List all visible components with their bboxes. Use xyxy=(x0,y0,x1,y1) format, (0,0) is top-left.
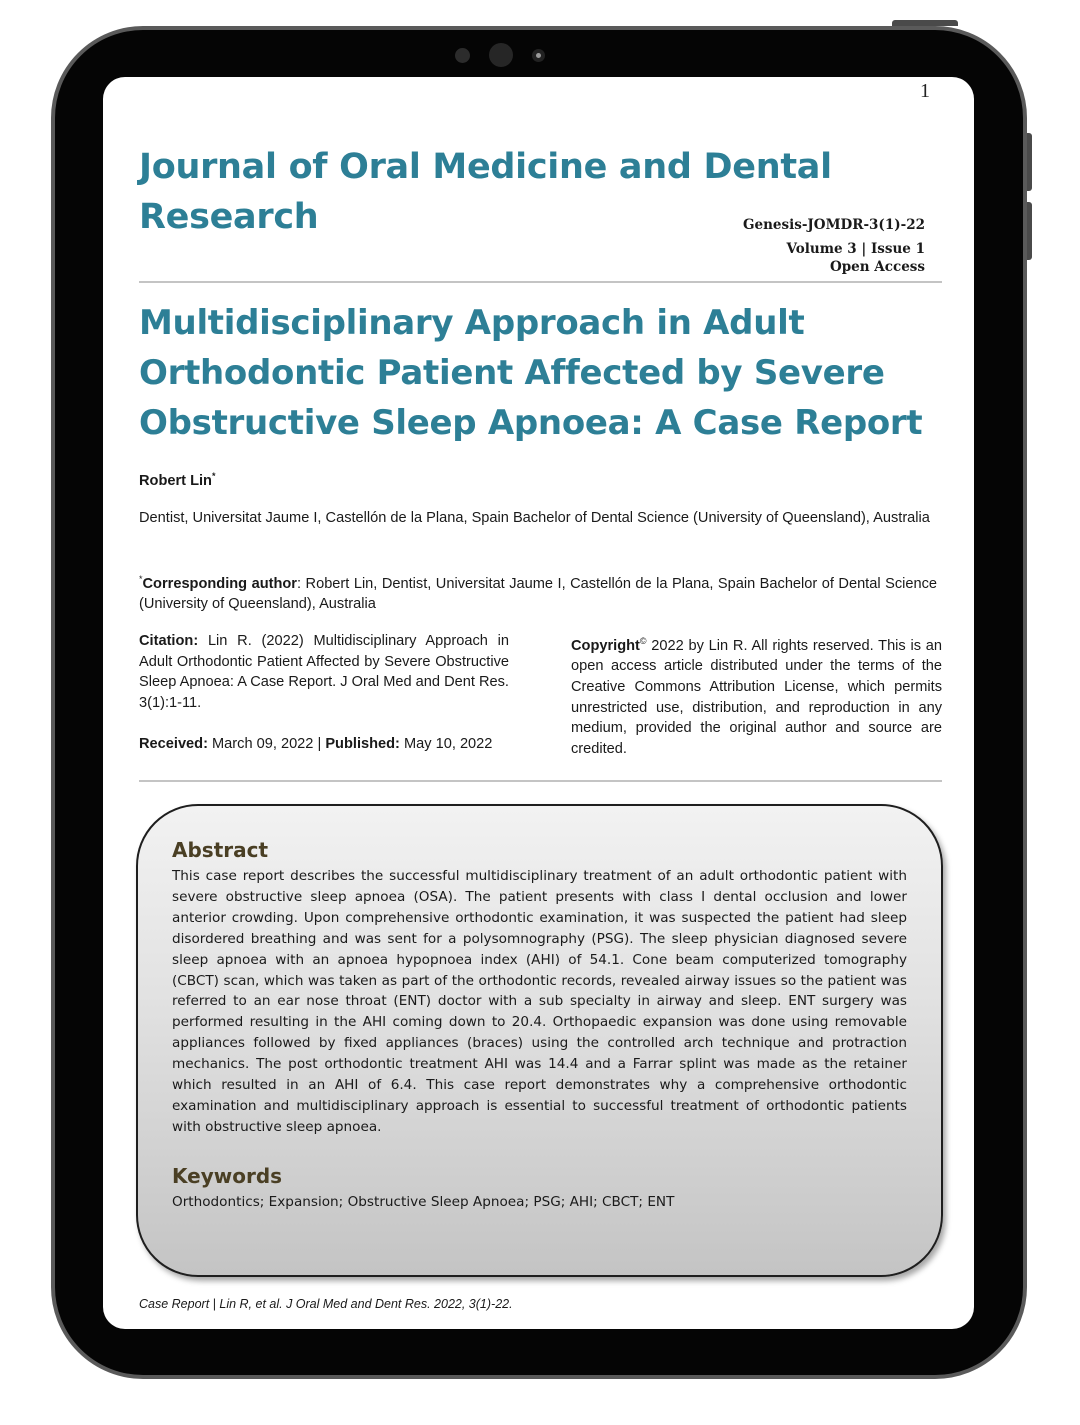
open-access-label: Open Access xyxy=(829,259,925,275)
page-number: 1 xyxy=(920,80,930,102)
citation-label: Citation: xyxy=(139,633,199,649)
published-date: May 10, 2022 xyxy=(399,736,493,752)
corresponding-author xyxy=(139,569,937,615)
journal-code: Genesis-JOMDR-3(1)-22 xyxy=(742,217,925,233)
light-sensor-icon xyxy=(532,49,545,62)
header-divider xyxy=(139,281,942,283)
abstract-heading: Abstract xyxy=(172,838,269,862)
journal-meta xyxy=(743,216,925,276)
copyright-notice xyxy=(571,631,942,759)
received-date: March 09, 2022 | xyxy=(207,736,326,752)
corresponding-label: Corresponding author xyxy=(142,575,297,592)
meta-divider xyxy=(139,780,942,782)
author-name-text: Robert Lin xyxy=(139,472,212,489)
abstract-text: This case report describes the successful multidisciplinary treatment of an adult orthodontic patient with severe obstructive sleep apnoea (OSA). The patient presents with class I dental occlusion and lower anterior crowding. Upon comprehensive orthodontic examination, it was suspected the patient had sleep disordered breathing and was sent for a polysomnography (PSG). The sleep physician diagnosed severe sleep apnoea with an apnoea hypopnoea index (AHI) of 54.1. Cone beam computerized tomography (CBCT) scan, which was taken as part of the orthodontic records, revealed airway issues so the patient was referred to an ear nose throat (ENT) doctor with a sub specialty in airway and sleep. ENT surgery was performed resulting in the AHI coming down to 20.4. Orthopaedic expansion was done using removable appliances followed by fixed appliances (braces) using the controlled arch technique and protraction mechanics. The post orthodontic treatment AHI was 14.4 and a Farrar splint was made as the retainer which resulted in an AHI of 6.4. This case report demonstrates why a comprehensive orthodontic examination and multidisciplinary approach is essential to successful treatment of orthodontic patients with obstructive sleep apnoea. xyxy=(172,868,907,1135)
keywords-text: Orthodontics; Expansion; Obstructive Sleep Apnoea; PSG; AHI; CBCT; ENT xyxy=(172,1194,675,1210)
journal-title: Journal of Oral Medicine and Dental Research xyxy=(139,147,832,237)
copyright-label: Copyright xyxy=(571,637,640,654)
article-dates xyxy=(139,734,539,755)
page-footer: Case Report | Lin R, et al. J Oral Med and Dent Res. 2022, 3(1)-22. xyxy=(139,1297,513,1311)
copyright-symbol: © xyxy=(639,636,647,646)
citation xyxy=(139,631,509,713)
author-affiliation: Dentist, Universitat Jaume I, Castellón de la Plana, Spain Bachelor of Dental Science (University of Queensland), Australia xyxy=(139,510,930,526)
author-mark: * xyxy=(211,471,216,481)
citation-text: Lin R. (2022) Multidisciplinary Approach in Adult Orthodontic Patient Affected by Severe Obstructive Sleep Apnoea: A Case Report. J Oral Med and Dent Res. 3(1):1-11. xyxy=(139,633,509,711)
author-name xyxy=(139,466,215,491)
received-label: Received: xyxy=(139,736,208,752)
article-title: Multidisciplinary Approach in Adult Orthodontic Patient Affected by Severe Obstructive Sleep Apnoea: A Case Report xyxy=(139,303,923,443)
corresponding-text: : Robert Lin, Dentist, Universitat Jaume I, Castellón de la Plana, Spain Bachelor of Dental Science (University of Queensland), Australia xyxy=(139,575,937,613)
copyright-text: 2022 by Lin R. All rights reserved. This is an open access article distributed under the terms of the Creative Commons Attribution License, which permits unrestricted use, distribution, and reproduction in any medium, provided the original author and source are credited. xyxy=(571,637,942,757)
volume-issue: Volume 3 | Issue 1 xyxy=(786,241,925,257)
keywords-heading: Keywords xyxy=(172,1164,283,1188)
sensor-icon xyxy=(455,48,470,63)
camera-icon xyxy=(489,43,513,67)
published-label: Published: xyxy=(325,736,400,752)
corresponding-mark: * xyxy=(139,574,143,584)
